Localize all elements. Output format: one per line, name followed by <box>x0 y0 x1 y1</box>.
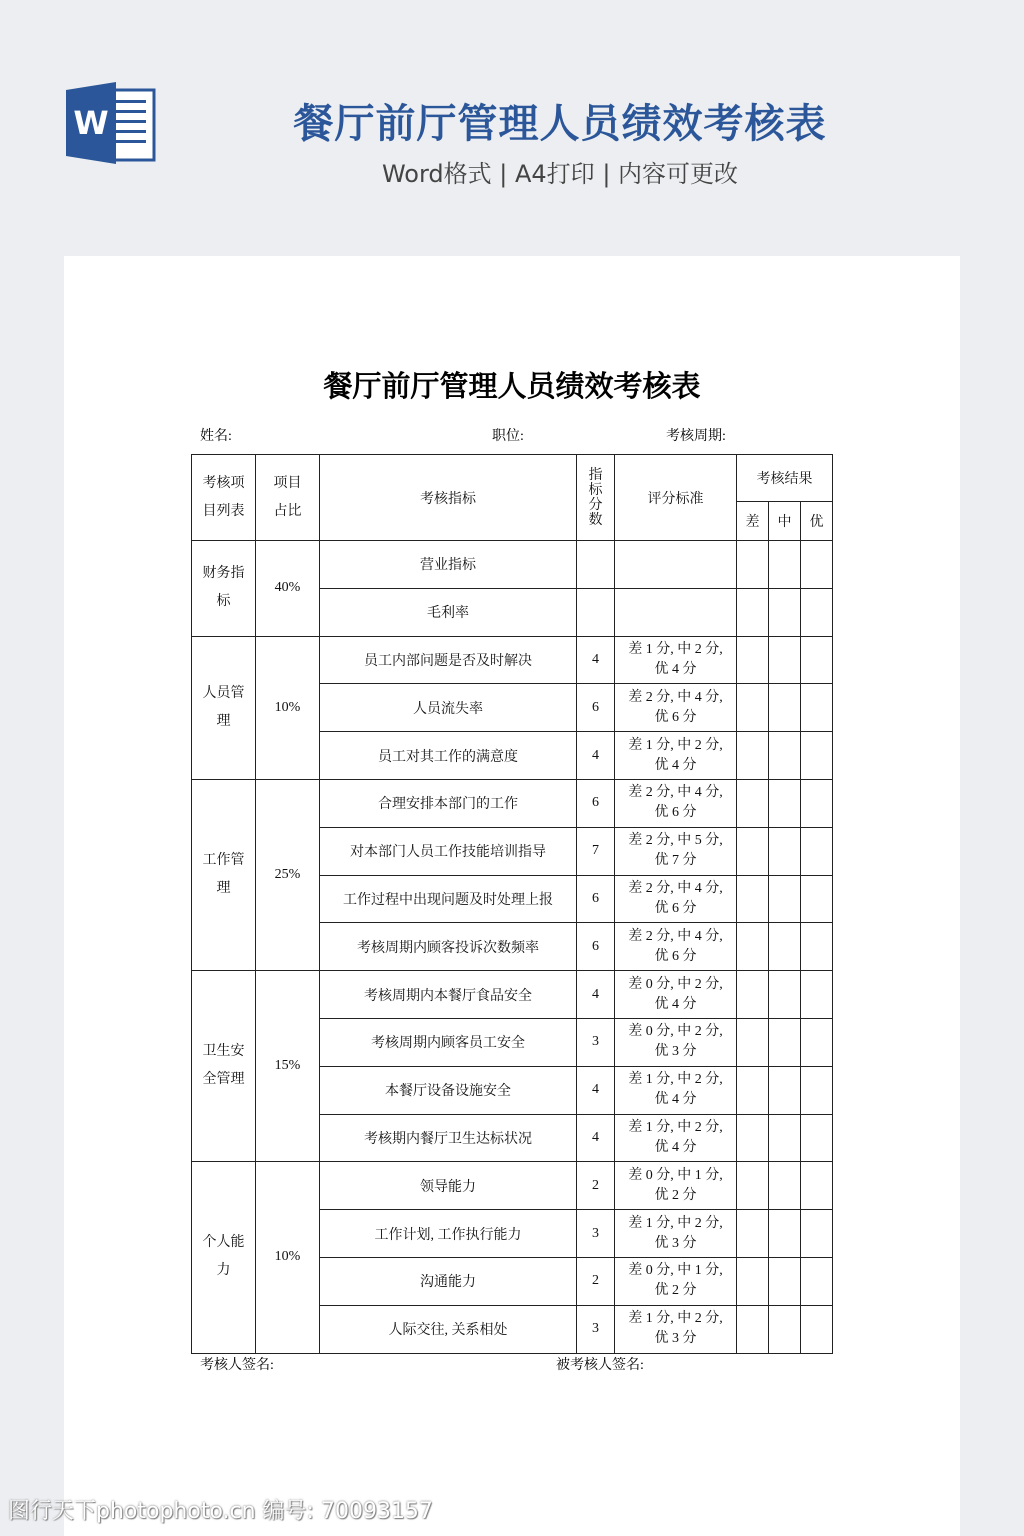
word-icon-letter: W <box>73 104 109 142</box>
result-good-cell[interactable] <box>801 875 833 923</box>
score-cell <box>577 541 615 589</box>
result-medium-cell[interactable] <box>769 923 801 971</box>
result-poor-cell[interactable] <box>737 1114 769 1162</box>
result-medium-cell[interactable] <box>769 1257 801 1305</box>
result-good-cell[interactable] <box>801 1114 833 1162</box>
result-good-cell[interactable] <box>801 1018 833 1066</box>
indicator-cell: 人员流失率 <box>320 684 577 732</box>
result-medium-cell[interactable] <box>769 588 801 636</box>
header-good: 优 <box>801 502 833 541</box>
word-document-icon <box>66 82 156 164</box>
header-indicator: 考核指标 <box>320 455 577 541</box>
result-poor-cell[interactable] <box>737 588 769 636</box>
category-cell: 财务指标 <box>192 541 256 637</box>
document-title: 餐厅前厅管理人员绩效考核表 <box>323 371 701 403</box>
indicator-cell: 对本部门人员工作技能培训指导 <box>320 827 577 875</box>
result-good-cell[interactable] <box>801 636 833 684</box>
result-good-cell[interactable] <box>801 923 833 971</box>
indicator-cell: 人际交往, 关系相处 <box>320 1305 577 1353</box>
result-poor-cell[interactable] <box>737 684 769 732</box>
result-medium-cell[interactable] <box>769 971 801 1019</box>
result-medium-cell[interactable] <box>769 684 801 732</box>
score-cell: 3 <box>577 1210 615 1258</box>
header-medium: 中 <box>769 502 801 541</box>
score-cell: 4 <box>577 732 615 780</box>
period-label: 考核周期: <box>666 429 726 444</box>
result-good-cell[interactable] <box>801 827 833 875</box>
result-poor-cell[interactable] <box>737 779 769 827</box>
table-row <box>192 779 833 827</box>
result-medium-cell[interactable] <box>769 1162 801 1210</box>
result-medium-cell[interactable] <box>769 827 801 875</box>
result-poor-cell[interactable] <box>737 636 769 684</box>
result-good-cell[interactable] <box>801 1162 833 1210</box>
result-good-cell[interactable] <box>801 1257 833 1305</box>
criteria-cell: 差 2 分, 中 5 分, 优 7 分 <box>615 827 737 875</box>
banner-subtitle: Word格式 | A4打印 | 内容可更改 <box>381 160 739 188</box>
header-category: 考核项目列表 <box>192 455 256 541</box>
result-medium-cell[interactable] <box>769 779 801 827</box>
position-label: 职位: <box>492 429 524 444</box>
criteria-cell: 差 1 分, 中 2 分, 优 4 分 <box>615 636 737 684</box>
result-good-cell[interactable] <box>801 541 833 589</box>
criteria-cell: 差 2 分, 中 4 分, 优 6 分 <box>615 779 737 827</box>
result-poor-cell[interactable] <box>737 1162 769 1210</box>
criteria-cell <box>615 541 737 589</box>
indicator-cell: 员工对其工作的满意度 <box>320 732 577 780</box>
indicator-cell: 领导能力 <box>320 1162 577 1210</box>
table-row <box>192 971 833 1019</box>
category-cell: 人员管理 <box>192 636 256 779</box>
result-poor-cell[interactable] <box>737 541 769 589</box>
indicator-cell: 员工内部问题是否及时解决 <box>320 636 577 684</box>
score-cell: 2 <box>577 1162 615 1210</box>
score-cell: 4 <box>577 636 615 684</box>
indicator-cell: 合理安排本部门的工作 <box>320 779 577 827</box>
criteria-cell: 差 2 分, 中 4 分, 优 6 分 <box>615 875 737 923</box>
category-cell: 个人能力 <box>192 1162 256 1353</box>
criteria-cell <box>615 588 737 636</box>
indicator-cell: 毛利率 <box>320 588 577 636</box>
score-cell: 3 <box>577 1305 615 1353</box>
score-cell: 2 <box>577 1257 615 1305</box>
score-cell: 3 <box>577 1018 615 1066</box>
watermark: 图行天下photophoto.cn 编号: 70093157 <box>8 1499 433 1524</box>
indicator-cell: 考核期内餐厅卫生达标状况 <box>320 1114 577 1162</box>
indicator-cell: 考核周期内本餐厅食品安全 <box>320 971 577 1019</box>
weight-cell: 10% <box>256 1162 320 1353</box>
indicator-cell: 营业指标 <box>320 541 577 589</box>
result-medium-cell[interactable] <box>769 875 801 923</box>
result-medium-cell[interactable] <box>769 1066 801 1114</box>
reviewee-signature-label: 被考核人签名: <box>556 1358 644 1373</box>
indicator-cell: 工作过程中出现问题及时处理上报 <box>320 875 577 923</box>
result-medium-cell[interactable] <box>769 1210 801 1258</box>
header-score: 指标分数 <box>577 455 615 541</box>
result-good-cell[interactable] <box>801 971 833 1019</box>
score-cell: 4 <box>577 971 615 1019</box>
result-medium-cell[interactable] <box>769 541 801 589</box>
result-poor-cell[interactable] <box>737 875 769 923</box>
indicator-cell: 考核周期内顾客员工安全 <box>320 1018 577 1066</box>
result-good-cell[interactable] <box>801 779 833 827</box>
result-poor-cell[interactable] <box>737 1018 769 1066</box>
score-cell: 6 <box>577 684 615 732</box>
table-row <box>192 636 833 684</box>
result-good-cell[interactable] <box>801 1066 833 1114</box>
result-medium-cell[interactable] <box>769 1114 801 1162</box>
criteria-cell: 差 0 分, 中 1 分, 优 2 分 <box>615 1257 737 1305</box>
result-poor-cell[interactable] <box>737 1257 769 1305</box>
criteria-cell: 差 1 分, 中 2 分, 优 4 分 <box>615 732 737 780</box>
weight-cell: 15% <box>256 971 320 1162</box>
header-poor: 差 <box>737 502 769 541</box>
reviewer-signature-label: 考核人签名: <box>200 1358 274 1373</box>
header-criteria: 评分标准 <box>615 455 737 541</box>
result-poor-cell[interactable] <box>737 1305 769 1353</box>
result-poor-cell[interactable] <box>737 1066 769 1114</box>
result-poor-cell[interactable] <box>737 827 769 875</box>
result-good-cell[interactable] <box>801 1305 833 1353</box>
criteria-cell: 差 0 分, 中 1 分, 优 2 分 <box>615 1162 737 1210</box>
score-cell: 6 <box>577 923 615 971</box>
criteria-cell: 差 1 分, 中 2 分, 优 4 分 <box>615 1114 737 1162</box>
score-cell: 4 <box>577 1114 615 1162</box>
criteria-cell: 差 0 分, 中 2 分, 优 3 分 <box>615 1018 737 1066</box>
result-poor-cell[interactable] <box>737 732 769 780</box>
result-poor-cell[interactable] <box>737 923 769 971</box>
indicator-cell: 工作计划, 工作执行能力 <box>320 1210 577 1258</box>
name-label: 姓名: <box>200 429 232 444</box>
score-cell: 6 <box>577 875 615 923</box>
score-cell <box>577 588 615 636</box>
result-good-cell[interactable] <box>801 684 833 732</box>
criteria-cell: 差 1 分, 中 2 分, 优 4 分 <box>615 1066 737 1114</box>
header-weight: 项目占比 <box>256 455 320 541</box>
result-poor-cell[interactable] <box>737 1210 769 1258</box>
result-medium-cell[interactable] <box>769 732 801 780</box>
evaluation-table <box>191 454 833 1354</box>
header-result: 考核结果 <box>737 455 833 502</box>
weight-cell: 10% <box>256 636 320 779</box>
result-medium-cell[interactable] <box>769 1305 801 1353</box>
table-row <box>192 541 833 589</box>
indicator-cell: 沟通能力 <box>320 1257 577 1305</box>
category-cell: 工作管理 <box>192 779 256 970</box>
result-medium-cell[interactable] <box>769 636 801 684</box>
indicator-cell: 考核周期内顾客投诉次数频率 <box>320 923 577 971</box>
score-cell: 4 <box>577 1066 615 1114</box>
banner-title: 餐厅前厅管理人员绩效考核表 <box>293 101 827 147</box>
criteria-cell: 差 2 分, 中 4 分, 优 6 分 <box>615 684 737 732</box>
criteria-cell: 差 0 分, 中 2 分, 优 4 分 <box>615 971 737 1019</box>
result-good-cell[interactable] <box>801 588 833 636</box>
category-cell: 卫生安全管理 <box>192 971 256 1162</box>
result-poor-cell[interactable] <box>737 971 769 1019</box>
weight-cell: 25% <box>256 779 320 970</box>
criteria-cell: 差 1 分, 中 2 分, 优 3 分 <box>615 1210 737 1258</box>
score-cell: 7 <box>577 827 615 875</box>
weight-cell: 40% <box>256 541 320 637</box>
criteria-cell: 差 2 分, 中 4 分, 优 6 分 <box>615 923 737 971</box>
score-cell: 6 <box>577 779 615 827</box>
criteria-cell: 差 1 分, 中 2 分, 优 3 分 <box>615 1305 737 1353</box>
table-row <box>192 1162 833 1210</box>
indicator-cell: 本餐厅设备设施安全 <box>320 1066 577 1114</box>
result-good-cell[interactable] <box>801 1210 833 1258</box>
result-medium-cell[interactable] <box>769 1018 801 1066</box>
result-good-cell[interactable] <box>801 732 833 780</box>
